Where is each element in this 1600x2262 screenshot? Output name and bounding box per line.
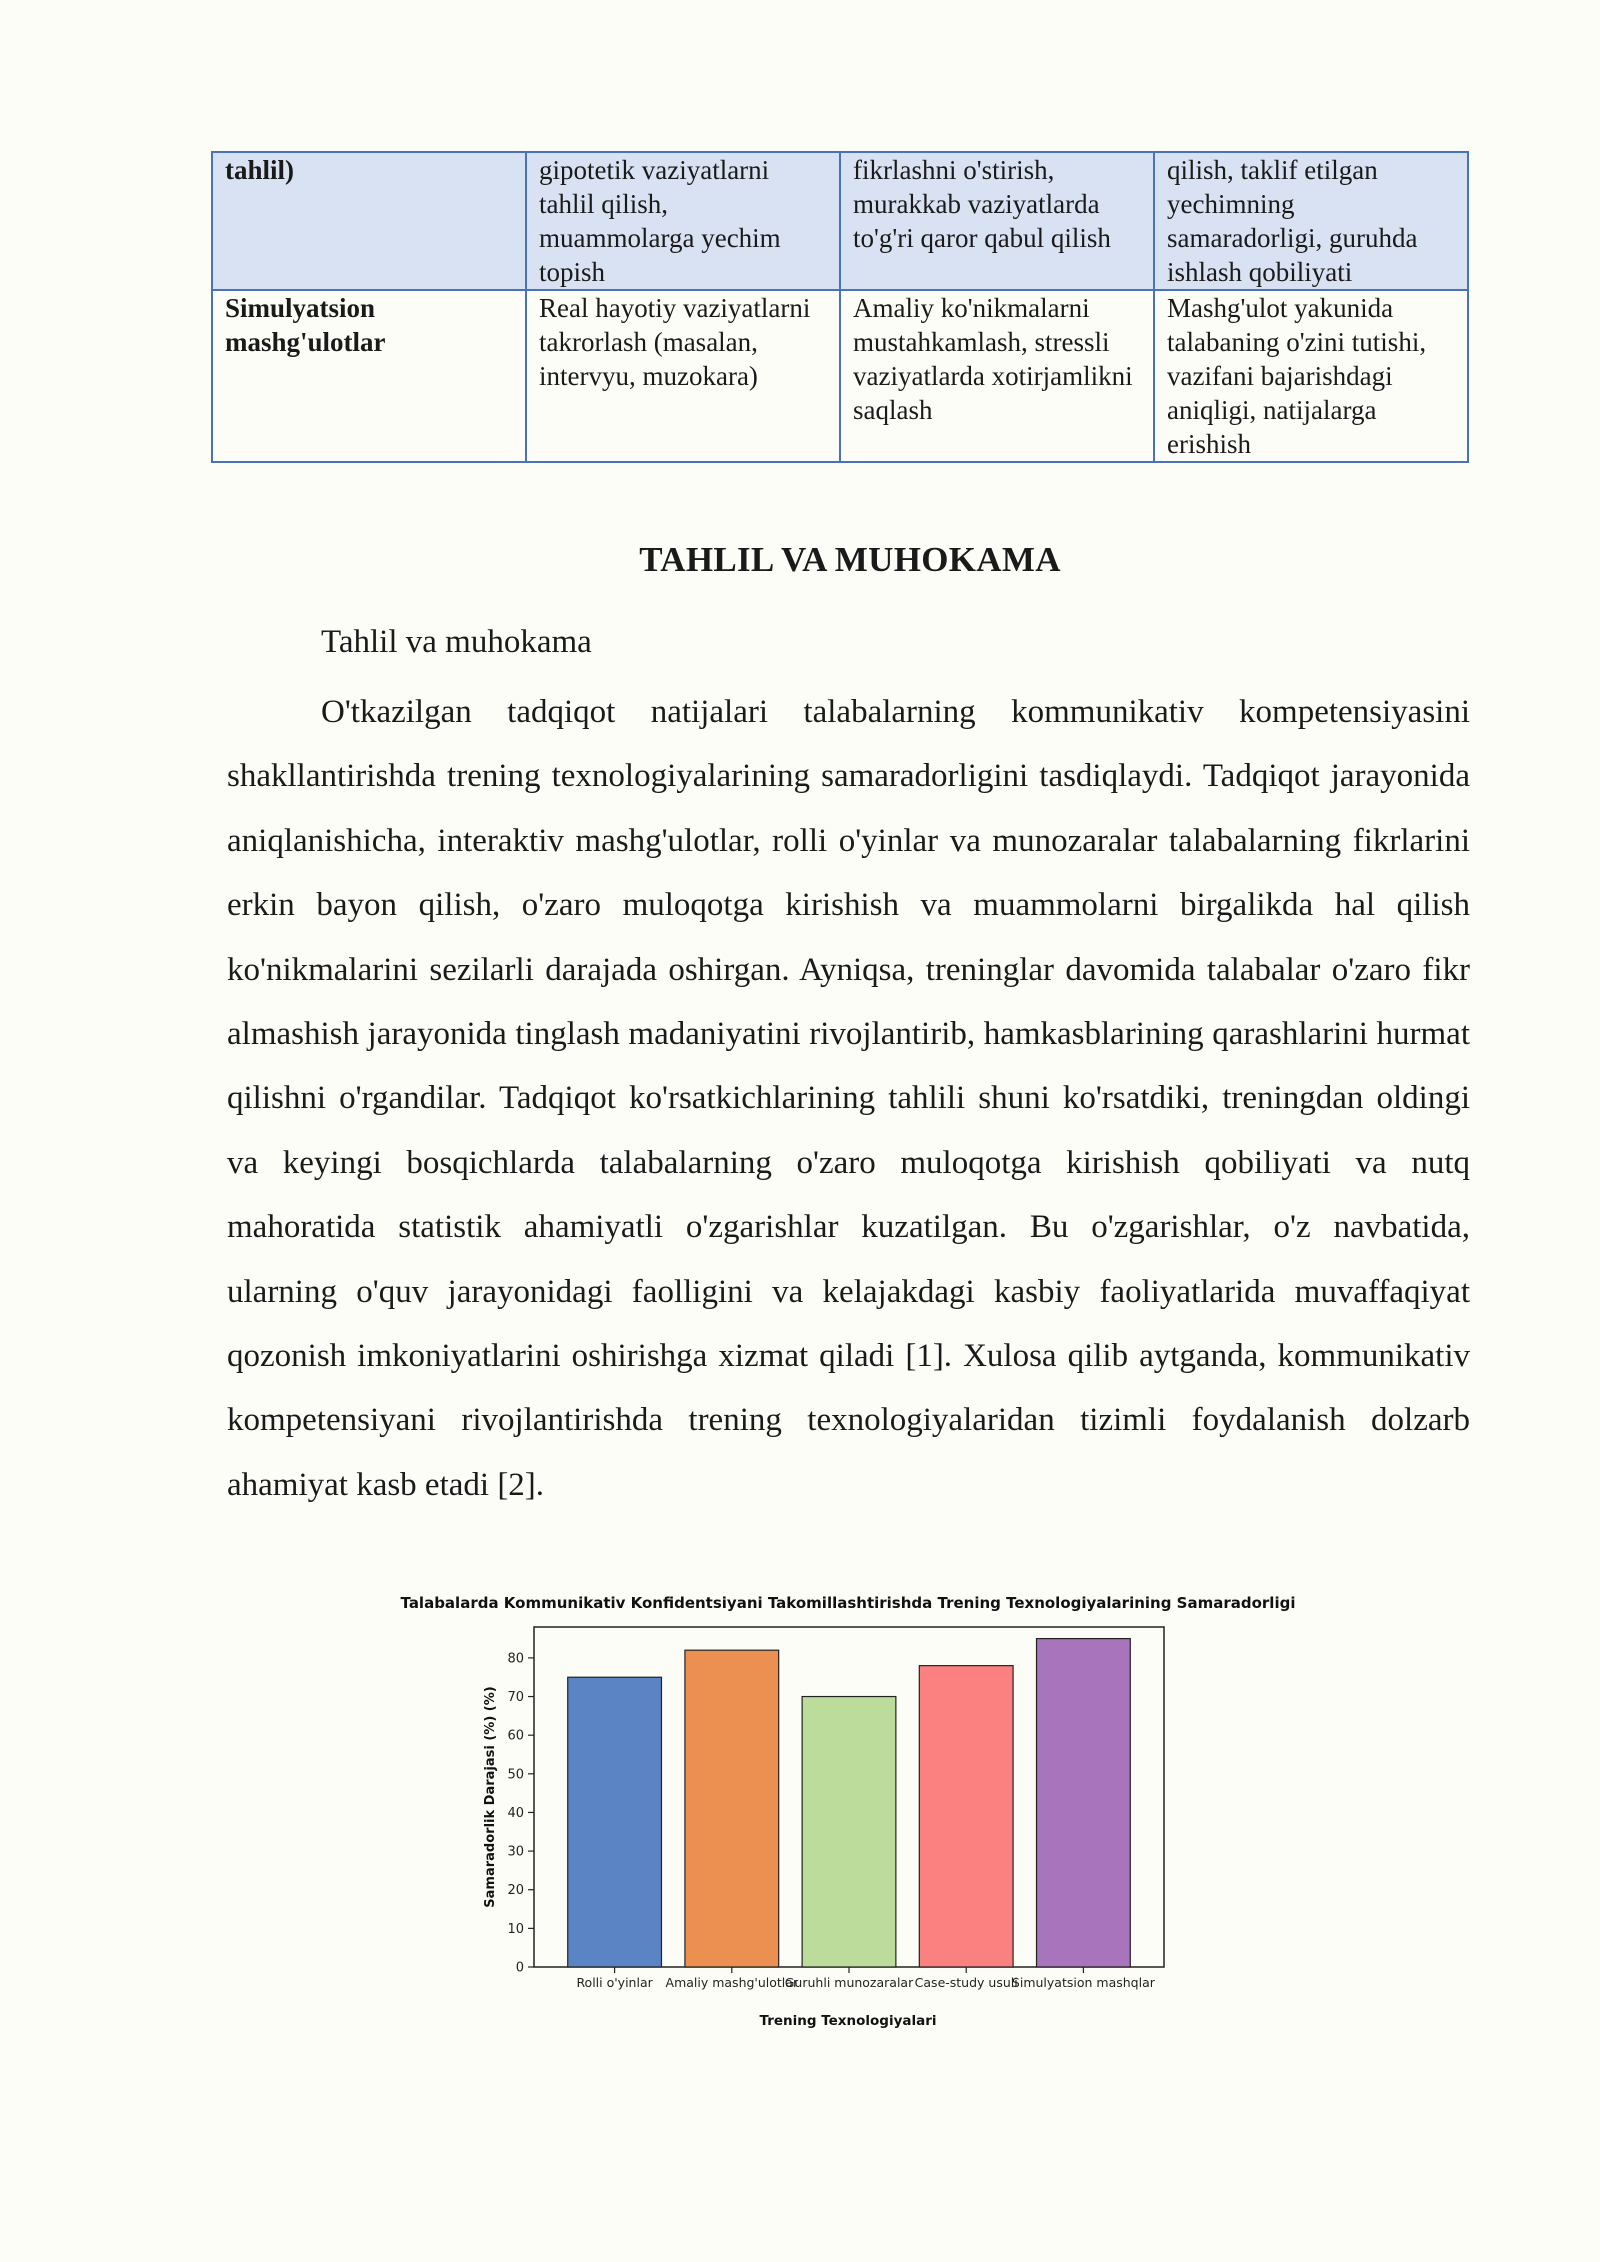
y-tick-label: 10 [507, 1921, 524, 1937]
y-axis [507, 1651, 534, 1975]
bar [685, 1650, 779, 1967]
x-axis [576, 1967, 1155, 1990]
y-tick-label: 80 [507, 1651, 524, 1667]
bar [919, 1666, 1013, 1967]
section-heading: TAHLIL VA MUHOKAMA [639, 540, 1061, 579]
x-tick-label: Rolli o'yinlar [576, 1975, 653, 1990]
bars [568, 1639, 1131, 1967]
bar [1037, 1639, 1131, 1967]
x-tick-label: Guruhli munozaralar [784, 1975, 914, 1990]
y-tick-label: 40 [507, 1805, 524, 1821]
bar-chart [370, 1585, 1330, 2045]
y-axis-label: Samaradorlik Darajasi (%) (%) [483, 1686, 498, 1908]
table-cell: Simulyatsion mashg'ulotlar [212, 290, 526, 462]
y-tick-label: 70 [507, 1690, 524, 1706]
x-tick-label: Simulyatsion mashqlar [1011, 1975, 1155, 1990]
table-cell: fikrlashni o'stirish, murakkab vaziyatlarda to'g'ri qaror qabul qilish [840, 152, 1154, 290]
x-tick-label: Case-study usuli [914, 1975, 1018, 1990]
x-axis-label: Trening Texnologiyalari [759, 2013, 937, 2029]
bar [568, 1677, 662, 1967]
bar [802, 1697, 896, 1967]
x-tick-label: Amaliy mashg'ulotlar [665, 1975, 799, 1990]
table-cell: gipotetik vaziyatlarni tahlil qilish, muammolarga yechim topish [526, 152, 840, 290]
chart-svg [370, 1585, 1330, 2045]
table-cell: Amaliy ko'nikmalarni mustahkamlash, stressli vaziyatlarda xotirjamlikni saqlash [840, 290, 1154, 462]
y-tick-label: 60 [507, 1728, 524, 1744]
table-row [212, 152, 1468, 290]
y-tick-label: 20 [507, 1883, 524, 1899]
y-tick-label: 0 [515, 1960, 524, 1976]
table-cell: Mashg'ulot yakunida talabaning o'zini tutishi, vazifani bajarishdagi aniqligi, natijalarga erishish [1154, 290, 1468, 462]
table-cell: Real hayotiy vaziyatlarni takrorlash (masalan, intervyu, muzokara) [526, 290, 840, 462]
table-cell: tahlil) [212, 152, 526, 290]
criteria-table [211, 151, 1469, 463]
table-cell: qilish, taklif etilgan yechimning samaradorligi, guruhda ishlash qobiliyati [1154, 152, 1468, 290]
y-tick-label: 30 [507, 1844, 524, 1860]
body-paragraph: O'tkazilgan tadqiqot natijalari talabalarning kommunikativ kompetensiyasini shakllantirishda trening texnologiyalarining samaradorligini tasdiqlaydi. Tadqiqot jarayonida aniqlanishicha, interaktiv mashg'ulotlar, rolli o'yinlar va munozaralar talabalarning fikrlarini erkin bayon qilish, o'zaro muloqotga kirishish va muammolarni birgalikda hal qilish ko'nikmalarini sezilarli darajada oshirgan. Ayniqsa, treninglar davomida talabalar o'zaro fikr almashish jarayonida tinglash madaniyatini rivojlantirib, hamkasblarining qarashlarini hurmat qilishni o'rgandilar. Tadqiqot ko'rsatkichlarining tahlili shuni ko'rsatdiki, treningdan oldingi va keyingi bosqichlarda talabalarning o'zaro muloqotga kirishish qobiliyati va nutq mahoratida statistik ahamiyatli o'zgarishlar kuzatilgan. Bu o'zgarishlar, o'z navbatida, ularning o'quv jarayonidagi faolligini va kelajakdagi kasbiy faoliyatlarida muvaffaqiyat qozonish imkoniyatlarini oshirishga xizmat qiladi [1]. Xulosa qilib aytganda, kommunikativ kompetensiyani rivojlantirishda trening texnologiyalaridan tizimli foydalanish dolzarb ahamiyat kasb etadi [2]. [227, 694, 1470, 1503]
y-tick-label: 50 [507, 1767, 524, 1783]
section-subheading: Tahlil va muhokama [321, 624, 592, 660]
table-row [212, 290, 1468, 462]
chart-title: Talabalarda Kommunikativ Konfidentsiyani Takomillashtirishda Trening Texnologiyalarining Samaradorligi [400, 1594, 1296, 1612]
